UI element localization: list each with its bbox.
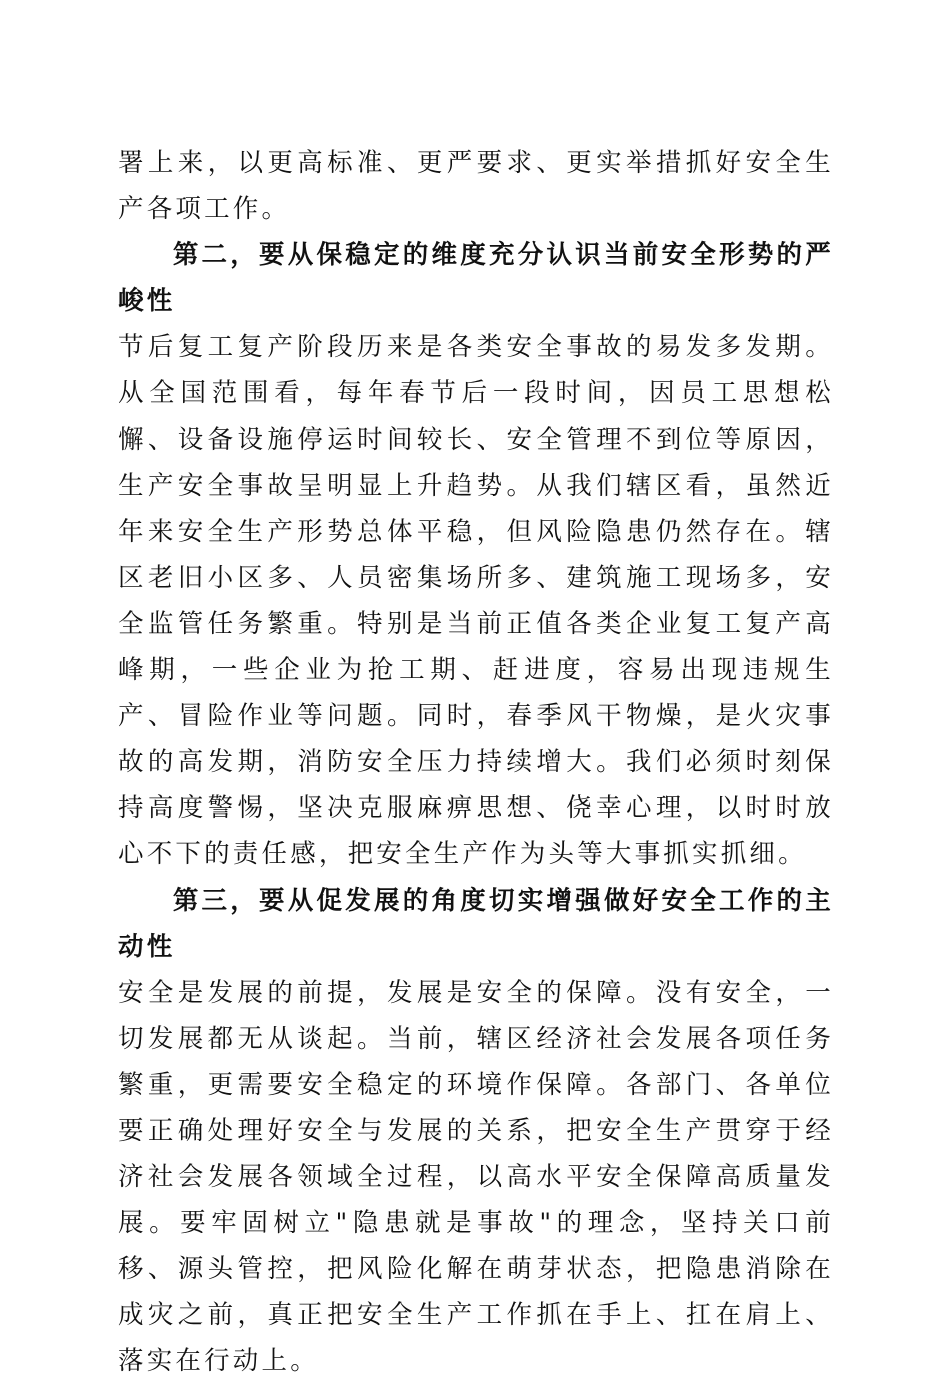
section-heading: 第二，要从保稳定的维度充分认识当前安全形势的严峻性: [118, 240, 834, 317]
paragraph-text: 安全是发展的前提，发展是安全的保障。没有安全，一切发展都无从谈起。当前，辖区经济社会发展各项任务繁重，更需要安全稳定的环境作保障。各部门、各单位要正确处理好安全与发展的关系，把安全生产贯穿于经济社会发展各领域全过程，以高水平安全保障高质量发展。要牢固树立"隐患就是事故"的理念，坚持关口前移、源头管控，把风险化解在萌芽状态，把隐患消除在成灾之前，真正把安全生产工作抓在手上、扛在肩上、落实在行动上。: [118, 977, 834, 1377]
paragraph-second-body: [118, 324, 834, 877]
paragraph-continuation: [118, 140, 834, 232]
paragraph-third-body: [118, 970, 834, 1385]
paragraph-second-point: [118, 232, 834, 324]
paragraph-text: 节后复工复产阶段历来是各类安全事故的易发多发期。从全国范围看，每年春节后一段时间，因员工思想松懈、设备设施停运时间较长、安全管理不到位等原因，生产安全事故呈明显上升趋势。从我们辖区看，虽然近年来安全生产形势总体平稳，但风险隐患仍然存在。辖区老旧小区多、人员密集场所多、建筑施工现场多，安全监管任务繁重。特别是当前正值各类企业复工复产高峰期，一些企业为抢工期、赶进度，容易出现违规生产、冒险作业等问题。同时，春季风干物燥，是火灾事故的高发期，消防安全压力持续增大。我们必须时刻保持高度警惕，坚决克服麻痹思想、侥幸心理，以时时放心不下的责任感，把安全生产作为头等大事抓实抓细。: [118, 332, 834, 870]
paragraph-third-point: [118, 878, 834, 970]
paragraph-text: 署上来，以更高标准、更严要求、更实举措抓好安全生产各项工作。: [118, 148, 834, 225]
document-body: [118, 140, 834, 1385]
section-heading: 第三，要从促发展的角度切实增强做好安全工作的主动性: [118, 885, 834, 962]
